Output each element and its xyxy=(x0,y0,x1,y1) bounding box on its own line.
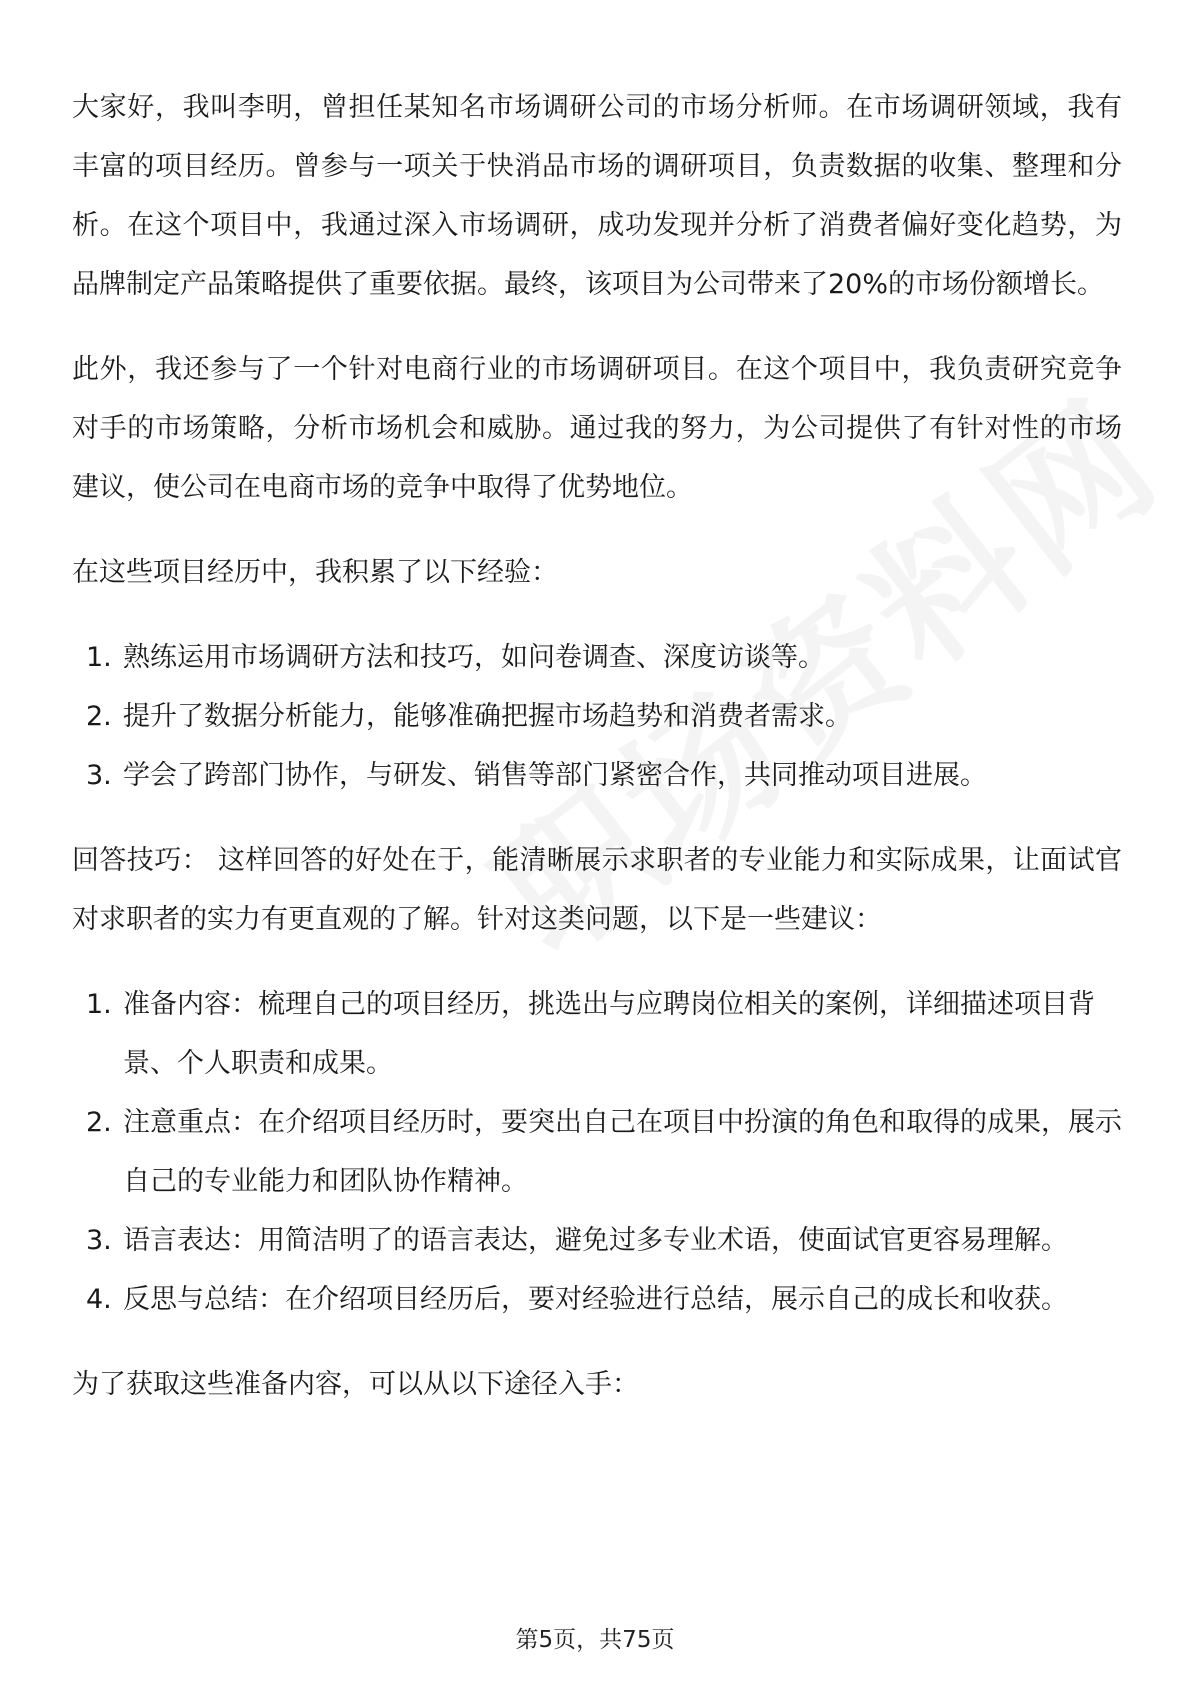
list-text: 语言表达：用简洁明了的语言表达，避免过多专业术语，使面试官更容易理解。 xyxy=(123,1225,1068,1256)
list-item xyxy=(72,975,1122,1093)
list-text: 反思与总结：在介绍项目经历后，要对经验进行总结，展示自己的成长和收获。 xyxy=(123,1284,1068,1315)
list-number: 3. xyxy=(86,760,112,791)
list-number: 2. xyxy=(86,701,112,732)
list-number: 1. xyxy=(86,989,112,1020)
list-number: 3. xyxy=(86,1225,112,1256)
list-text: 注意重点：在介绍项目经历时，要突出自己在项目中扮演的角色和取得的成果，展示自己的专业能力和团队协作精神。 xyxy=(123,1107,1122,1197)
intro-paragraph: 大家好，我叫李明，曾担任某知名市场调研公司的市场分析师。在市场调研领域，我有丰富的项目经历。曾参与一项关于快消品市场的调研项目，负责数据的收集、整理和分析。在这个项目中，我通过深入市场调研，成功发现并分析了消费者偏好变化趋势，为品牌制定产品策略提供了重要依据。最终，该项目为公司带来了20%的市场份额增长。 xyxy=(72,92,1122,300)
sources-intro: 为了获取这些准备内容，可以从以下途径入手： xyxy=(72,1369,639,1400)
experience-intro: 在这些项目经历中，我积累了以下经验： xyxy=(72,557,558,588)
list-text: 准备内容：梳理自己的项目经历，挑选出与应聘岗位相关的案例，详细描述项目背景、个人职责和成果。 xyxy=(123,989,1095,1079)
page-number: 第5页，共75页 xyxy=(515,1627,675,1653)
list-text: 学会了跨部门协作，与研发、销售等部门紧密合作，共同推动项目进展。 xyxy=(123,760,987,791)
list-item xyxy=(72,1093,1122,1211)
list-text: 提升了数据分析能力，能够准确把握市场趋势和消费者需求。 xyxy=(123,701,852,732)
list-item xyxy=(72,687,1122,746)
list-number: 2. xyxy=(86,1107,112,1138)
list-item xyxy=(72,1270,1122,1329)
list-item xyxy=(72,1211,1122,1270)
list-item xyxy=(72,746,1122,805)
document-body xyxy=(72,78,1122,1440)
list-item xyxy=(72,628,1122,687)
experience-list xyxy=(72,628,1122,805)
tips-list xyxy=(72,975,1122,1329)
list-number: 4. xyxy=(86,1284,112,1315)
answer-tips-paragraph: 回答技巧： 这样回答的好处在于，能清晰展示求职者的专业能力和实际成果，让面试官对求职者的实力有更直观的了解。针对这类问题，以下是一些建议： xyxy=(72,845,1122,935)
list-number: 1. xyxy=(86,642,112,673)
list-text: 熟练运用市场调研方法和技巧，如问卷调查、深度访谈等。 xyxy=(123,642,825,673)
ecommerce-paragraph: 此外，我还参与了一个针对电商行业的市场调研项目。在这个项目中，我负责研究竞争对手的市场策略，分析市场机会和威胁。通过我的努力，为公司提供了有针对性的市场建议，使公司在电商市场的竞争中取得了优势地位。 xyxy=(72,354,1122,503)
